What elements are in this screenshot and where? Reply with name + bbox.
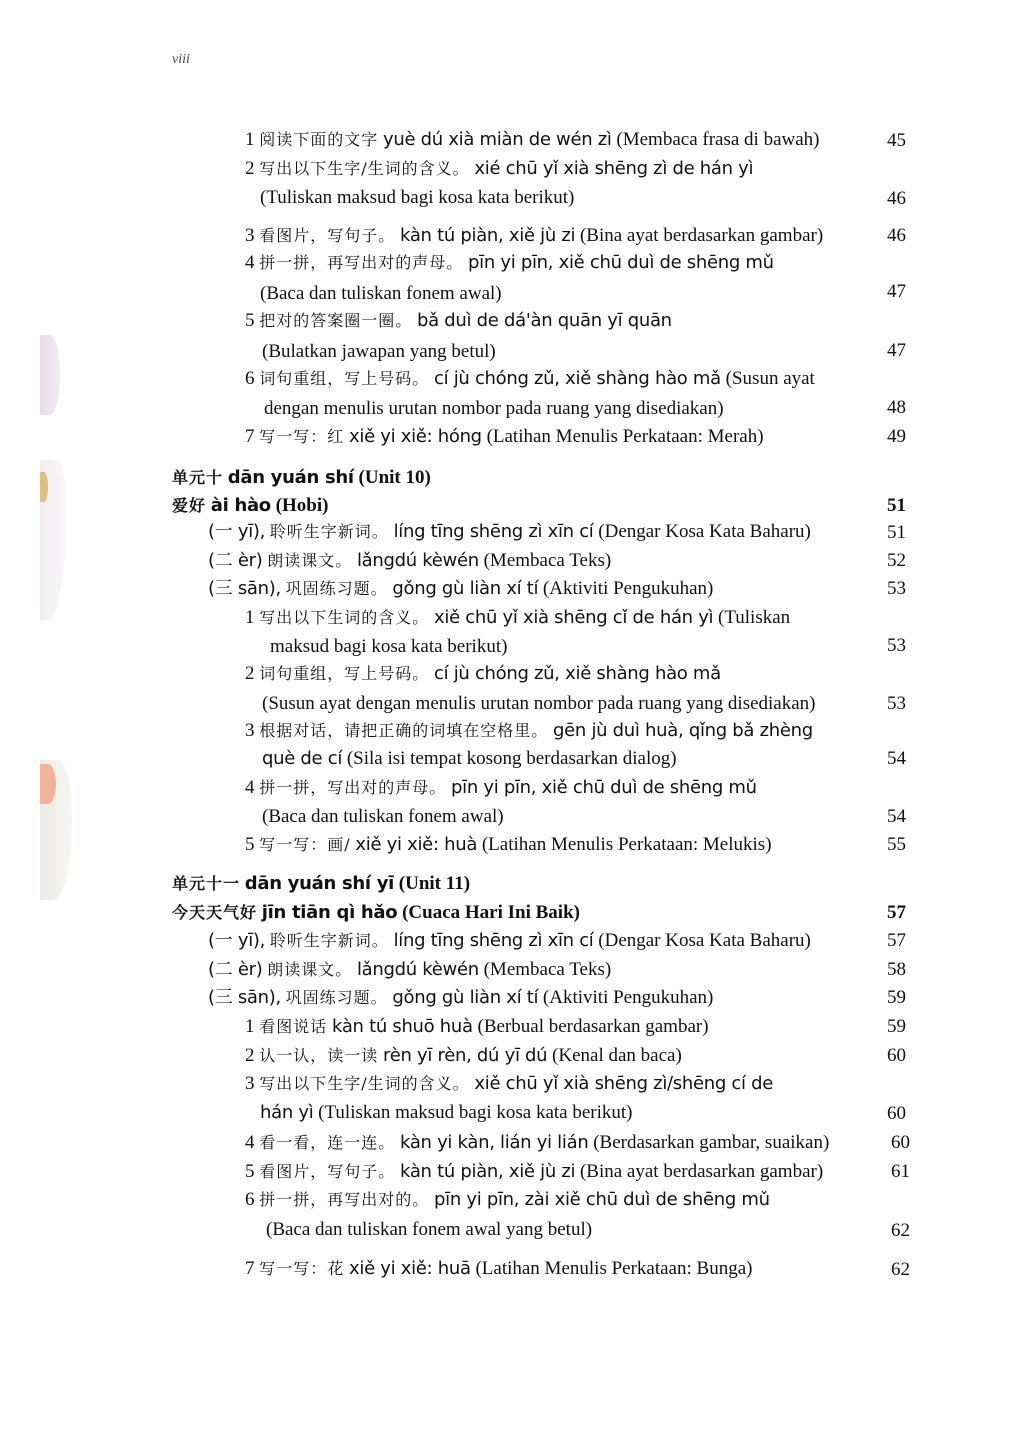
unit-heading[interactable]: 单元十 dān yuán shí (Unit 10) <box>172 467 431 488</box>
toc-section[interactable]: (二 èr) 朗读课文。 lǎngdú kèwén (Membaca Teks) <box>208 550 612 571</box>
toc-entry-continuation: (Baca dan tuliskan fonem awal yang betul) <box>266 1219 593 1240</box>
toc-page-number: 60 <box>887 1045 906 1066</box>
toc-page-number: 57 <box>887 902 906 923</box>
toc-entry[interactable]: 5 把对的答案圈一圈。 bǎ duì de dá'àn quān yī quān <box>245 310 672 331</box>
toc-page-number: 62 <box>891 1220 910 1241</box>
toc-page-number: 48 <box>887 397 906 418</box>
toc-section[interactable]: (一 yī), 聆听生字新词。 líng tīng shēng zì xīn cí (Dengar Kosa Kata Baharu) <box>208 930 811 951</box>
toc-page-number: 62 <box>891 1259 910 1280</box>
toc-page-number: 53 <box>887 635 906 656</box>
toc-entry[interactable]: 2 认一认，读一读 rèn yī rèn, dú yī dú (Kenal dan baca) <box>245 1045 682 1066</box>
toc-entry[interactable]: 2 词句重组，写上号码。 cí jù chóng zǔ, xiě shàng hào mǎ <box>245 663 721 684</box>
toc-page-number: 52 <box>887 550 906 571</box>
toc-page-number: 51 <box>887 522 906 543</box>
toc-entry[interactable]: 6 拼一拼，再写出对的。 pīn yi pīn, zài xiě chū duì de shēng mǔ <box>245 1189 770 1210</box>
toc-section[interactable]: (三 sān), 巩固练习题。 gǒng gù liàn xí tí (Aktiviti Pengukuhan) <box>208 578 714 599</box>
lesson-heading[interactable]: 今天天气好 jīn tiān qì hǎo (Cuaca Hari Ini Baik) <box>172 902 580 923</box>
toc-section[interactable]: (二 èr) 朗读课文。 lǎngdú kèwén (Membaca Teks) <box>208 959 612 980</box>
toc-section[interactable]: (三 sān), 巩固练习题。 gǒng gù liàn xí tí (Aktiviti Pengukuhan) <box>208 987 714 1008</box>
toc-page-number: 49 <box>887 426 906 447</box>
toc-entry[interactable]: 5 写一写：画/ xiě yi xiě: huà (Latihan Menulis Perkataan: Melukis) <box>245 834 772 855</box>
toc-page-number: 53 <box>887 693 906 714</box>
toc-entry[interactable]: 3 写出以下生字/生词的含义。 xiě chū yǐ xià shēng zì/shēng cí de <box>245 1073 774 1094</box>
toc-entry[interactable]: 4 看一看，连一连。 kàn yi kàn, lián yi lián (Berdasarkan gambar, suaikan) <box>245 1132 830 1153</box>
toc-entry[interactable]: 5 看图片，写句子。 kàn tú piàn, xiě jù zi (Bina ayat berdasarkan gambar) <box>245 1161 824 1182</box>
toc-page-number: 47 <box>887 281 906 302</box>
toc-entry[interactable]: 7 写一写：红 xiě yi xiě: hóng (Latihan Menulis Perkataan: Merah) <box>245 426 764 447</box>
toc-entry[interactable]: 1 看图说话 kàn tú shuō huà (Berbual berdasarkan gambar) <box>245 1016 709 1037</box>
toc-entry[interactable]: 3 根据对话，请把正确的词填在空格里。 gēn jù duì huà, qǐng bǎ zhèng <box>245 720 813 741</box>
toc-entry-continuation: (Tuliskan maksud bagi kosa kata berikut) <box>260 187 575 208</box>
toc-entry-continuation: (Baca dan tuliskan fonem awal) <box>260 283 502 304</box>
toc-entry-continuation: què de cí (Sila isi tempat kosong berdasarkan dialog) <box>262 748 677 769</box>
toc-entry-continuation: (Baca dan tuliskan fonem awal) <box>262 806 504 827</box>
toc-page-number: 54 <box>887 806 906 827</box>
toc-entry[interactable]: 4 拼一拼，再写出对的声母。 pīn yi pīn, xiě chū duì de shēng mǔ <box>245 252 774 273</box>
toc-page-number: 46 <box>887 188 906 209</box>
toc-page-number: 60 <box>891 1132 910 1153</box>
toc-page-number: 51 <box>887 495 906 516</box>
lesson-heading[interactable]: 爱好 ài hào (Hobi) <box>172 495 329 516</box>
toc-page-number: 61 <box>891 1161 910 1182</box>
toc-page-number: 45 <box>887 130 906 151</box>
toc-entry-continuation: hán yì (Tuliskan maksud bagi kosa kata berikut) <box>260 1102 633 1123</box>
toc-entry[interactable]: 3 看图片，写句子。 kàn tú piàn, xiě jù zi (Bina ayat berdasarkan gambar) <box>245 225 824 246</box>
toc-entry[interactable]: 2 写出以下生字/生词的含义。 xié chū yǐ xià shēng zì de hán yì <box>245 158 754 179</box>
toc-entry-continuation: (Susun ayat dengan menulis urutan nombor pada ruang yang disediakan) <box>262 693 816 714</box>
toc-page-number: 47 <box>887 340 906 361</box>
toc-page-number: 60 <box>887 1103 906 1124</box>
toc-page-number: 46 <box>887 225 906 246</box>
toc-entry[interactable]: 4 拼一拼，写出对的声母。 pīn yi pīn, xiě chū duì de shēng mǔ <box>245 777 757 798</box>
toc-entry[interactable]: 1 阅读下面的文字 yuè dú xià miàn de wén zì (Membaca frasa di bawah) <box>245 129 820 150</box>
bleed-through-illustration <box>40 460 66 620</box>
bleed-through-illustration <box>40 760 72 900</box>
toc-entry-continuation: (Bulatkan jawapan yang betul) <box>262 341 496 362</box>
toc-page-number: 57 <box>887 930 906 951</box>
toc-page-number: 54 <box>887 748 906 769</box>
bleed-through-illustration <box>40 335 60 415</box>
toc-entry[interactable]: 7 写一写：花 xiě yi xiě: huā (Latihan Menulis Perkataan: Bunga) <box>245 1258 753 1279</box>
toc-page-number: 59 <box>887 1016 906 1037</box>
toc-page-number: 55 <box>887 834 906 855</box>
toc-page-number: 59 <box>887 987 906 1008</box>
toc-entry[interactable]: 6 词句重组，写上号码。 cí jù chóng zǔ, xiě shàng hào mǎ (Susun ayat <box>245 368 815 389</box>
page-number: viii <box>172 52 190 67</box>
unit-heading[interactable]: 单元十一 dān yuán shí yī (Unit 11) <box>172 873 471 894</box>
toc-section[interactable]: (一 yī), 聆听生字新词。 líng tīng shēng zì xīn cí (Dengar Kosa Kata Baharu) <box>208 521 811 542</box>
toc-entry[interactable]: 1 写出以下生词的含义。 xiě chū yǐ xià shēng cǐ de hán yì (Tuliskan <box>245 607 791 628</box>
toc-page-number: 53 <box>887 578 906 599</box>
toc-entry-continuation: dengan menulis urutan nombor pada ruang yang disediakan) <box>264 398 724 419</box>
toc-entry-continuation: maksud bagi kosa kata berikut) <box>270 636 508 657</box>
toc-page-number: 58 <box>887 959 906 980</box>
